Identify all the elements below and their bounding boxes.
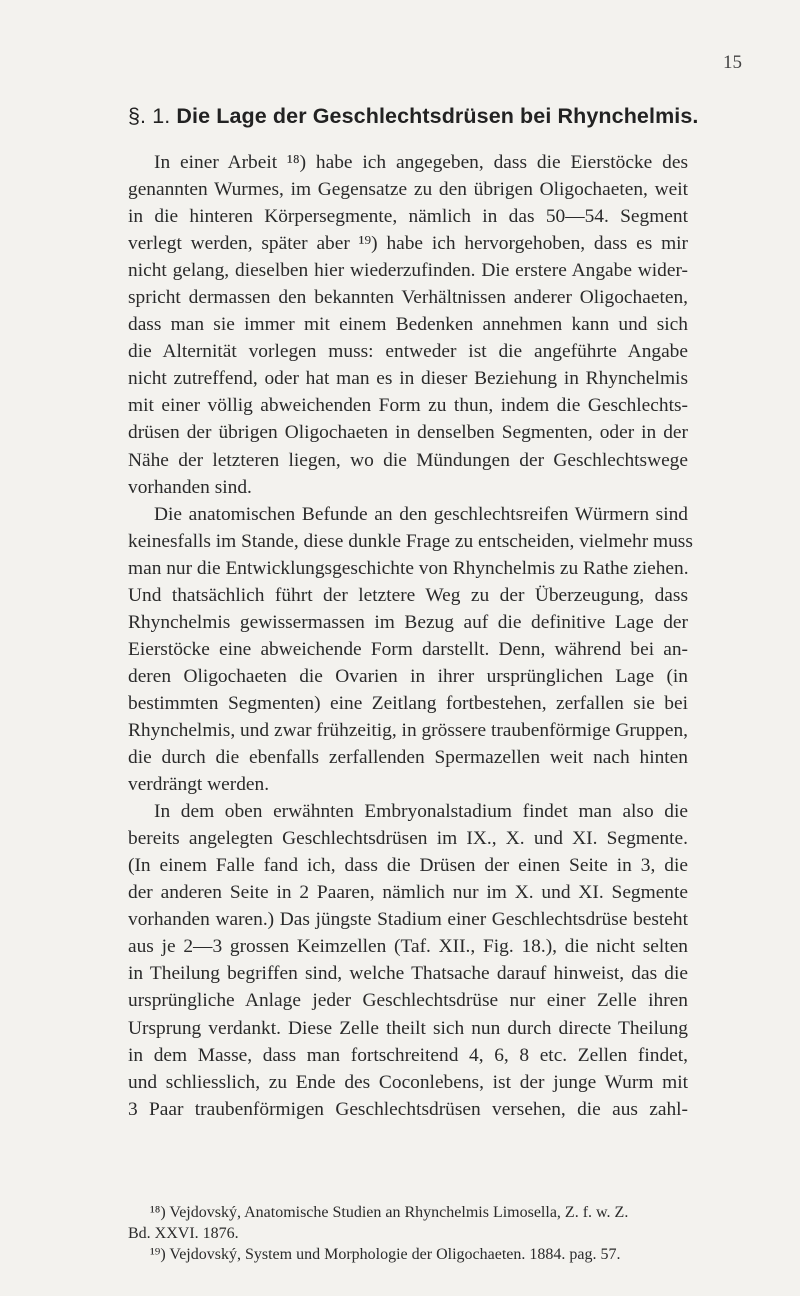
page-number: 15 — [723, 52, 742, 73]
text-line: aus je 2—3 grossen Keimzellen (Taf. XII., Fig. 18.), die nicht selten — [128, 936, 688, 958]
footnotes — [128, 1202, 688, 1265]
text-line: vorhanden waren.) Das jüngste Stadium einer Geschlechtsdrüse besteht — [128, 909, 688, 931]
text-line: genannten Wurmes, im Gegensatze zu den übrigen Oligochaeten, weit — [128, 179, 688, 201]
text-line: mit einer völlig abweichenden Form zu thun, indem die Geschlechts- — [128, 395, 688, 417]
text-line: und schliesslich, zu Ende des Coconlebens, ist der junge Wurm mit — [128, 1071, 688, 1093]
text-line: 3 Paar traubenförmigen Geschlechtsdrüsen versehen, die aus zahl- — [128, 1098, 688, 1120]
section-heading — [128, 104, 699, 129]
body-text — [128, 149, 693, 1123]
text-line: Ursprung verdankt. Diese Zelle theilt sich nun durch directe Theilung — [128, 1017, 688, 1039]
text-line: der anderen Seite in 2 Paaren, nämlich nur im X. und XI. Segmente — [128, 882, 688, 904]
text-line: nicht gelang, dieselben hier wiederzufinden. Die erstere Angabe wider- — [128, 260, 688, 282]
text-line: bestimmten Segmenten) eine Zeitlang fortbestehen, zerfallen sie bei — [128, 692, 688, 714]
text-line: die Alternität vorlegen muss: entweder ist die angeführte Angabe — [128, 341, 688, 363]
text-line: In einer Arbeit ¹⁸) habe ich angegeben, dass die Eierstöcke des — [154, 152, 688, 173]
text-line: nicht zutreffend, oder hat man es in dieser Beziehung in Rhynchelmis — [128, 368, 688, 390]
text-line: Die anatomischen Befunde an den geschlechtsreifen Würmern sind — [154, 503, 688, 525]
text-line: drüsen der übrigen Oligochaeten in denselben Segmenten, oder in der — [128, 422, 688, 444]
text-line: verdrängt werden. — [128, 774, 270, 796]
text-line: Rhynchelmis gewissermassen im Bezug auf die definitive Lage der — [128, 611, 688, 633]
text-line: in Theilung begriffen sind, welche Thatsache darauf hinweist, das die — [128, 963, 688, 985]
section-number: §. 1. — [128, 104, 171, 128]
text-line: spricht dermassen den bekannten Verhältnissen anderer Oligochaeten, — [128, 287, 688, 309]
text-line: Rhynchelmis, und zwar frühzeitig, in grössere traubenförmige Gruppen, — [128, 719, 689, 741]
text-line: man nur die Entwicklungsgeschichte von Rhynchelmis zu Rathe ziehen. — [128, 557, 689, 579]
text-line: Eierstöcke eine abweichende Form darstellt. Denn, während bei an- — [128, 638, 688, 660]
text-line: bereits angelegten Geschlechtsdrüsen im IX., X. und XI. Segmente. — [128, 828, 688, 850]
section-title: Die Lage der Geschlechtsdrüsen bei Rhynchelmis. — [176, 104, 699, 128]
text-line: (In einem Falle fand ich, dass die Drüsen der einen Seite in 3, die — [128, 855, 688, 877]
text-line: in die hinteren Körpersegmente, nämlich in das 50—54. Segment — [128, 206, 688, 228]
footnote-line: ¹⁹) Vejdovský, System und Morphologie der Oligochaeten. 1884. pag. 57. — [150, 1246, 621, 1263]
text-line: verlegt werden, später aber ¹⁹) habe ich hervorgehoben, dass es mir — [128, 233, 688, 255]
text-line: In dem oben erwähnten Embryonalstadium findet man also die — [154, 801, 688, 823]
text-line: die durch die ebenfalls zerfallenden Spermazellen weit nach hinten — [128, 747, 688, 769]
text-line: in dem Masse, dass man fortschreitend 4, 6, 8 etc. Zellen findet, — [128, 1044, 688, 1066]
text-line: vorhanden sind. — [128, 476, 252, 498]
text-line: deren Oligochaeten die Ovarien in ihrer ursprünglichen Lage (in — [128, 665, 688, 687]
text-line: Nähe der letzteren liegen, wo die Mündungen der Geschlechtswege — [128, 449, 688, 471]
text-line: ursprüngliche Anlage jeder Geschlechtsdrüse nur einer Zelle ihren — [128, 990, 688, 1012]
text-line: Und thatsächlich führt der letztere Weg zu der Überzeugung, dass — [128, 584, 688, 606]
footnote-line: Bd. XXVI. 1876. — [128, 1225, 239, 1242]
footnote-line: ¹⁸) Vejdovský, Anatomische Studien an Rhynchelmis Limosella, Z. f. w. Z. — [150, 1204, 629, 1221]
text-line: dass man sie immer mit einem Bedenken annehmen kann und sich — [128, 314, 688, 336]
text-line: keinesfalls im Stande, diese dunkle Frage zu entscheiden, vielmehr muss — [128, 530, 693, 552]
